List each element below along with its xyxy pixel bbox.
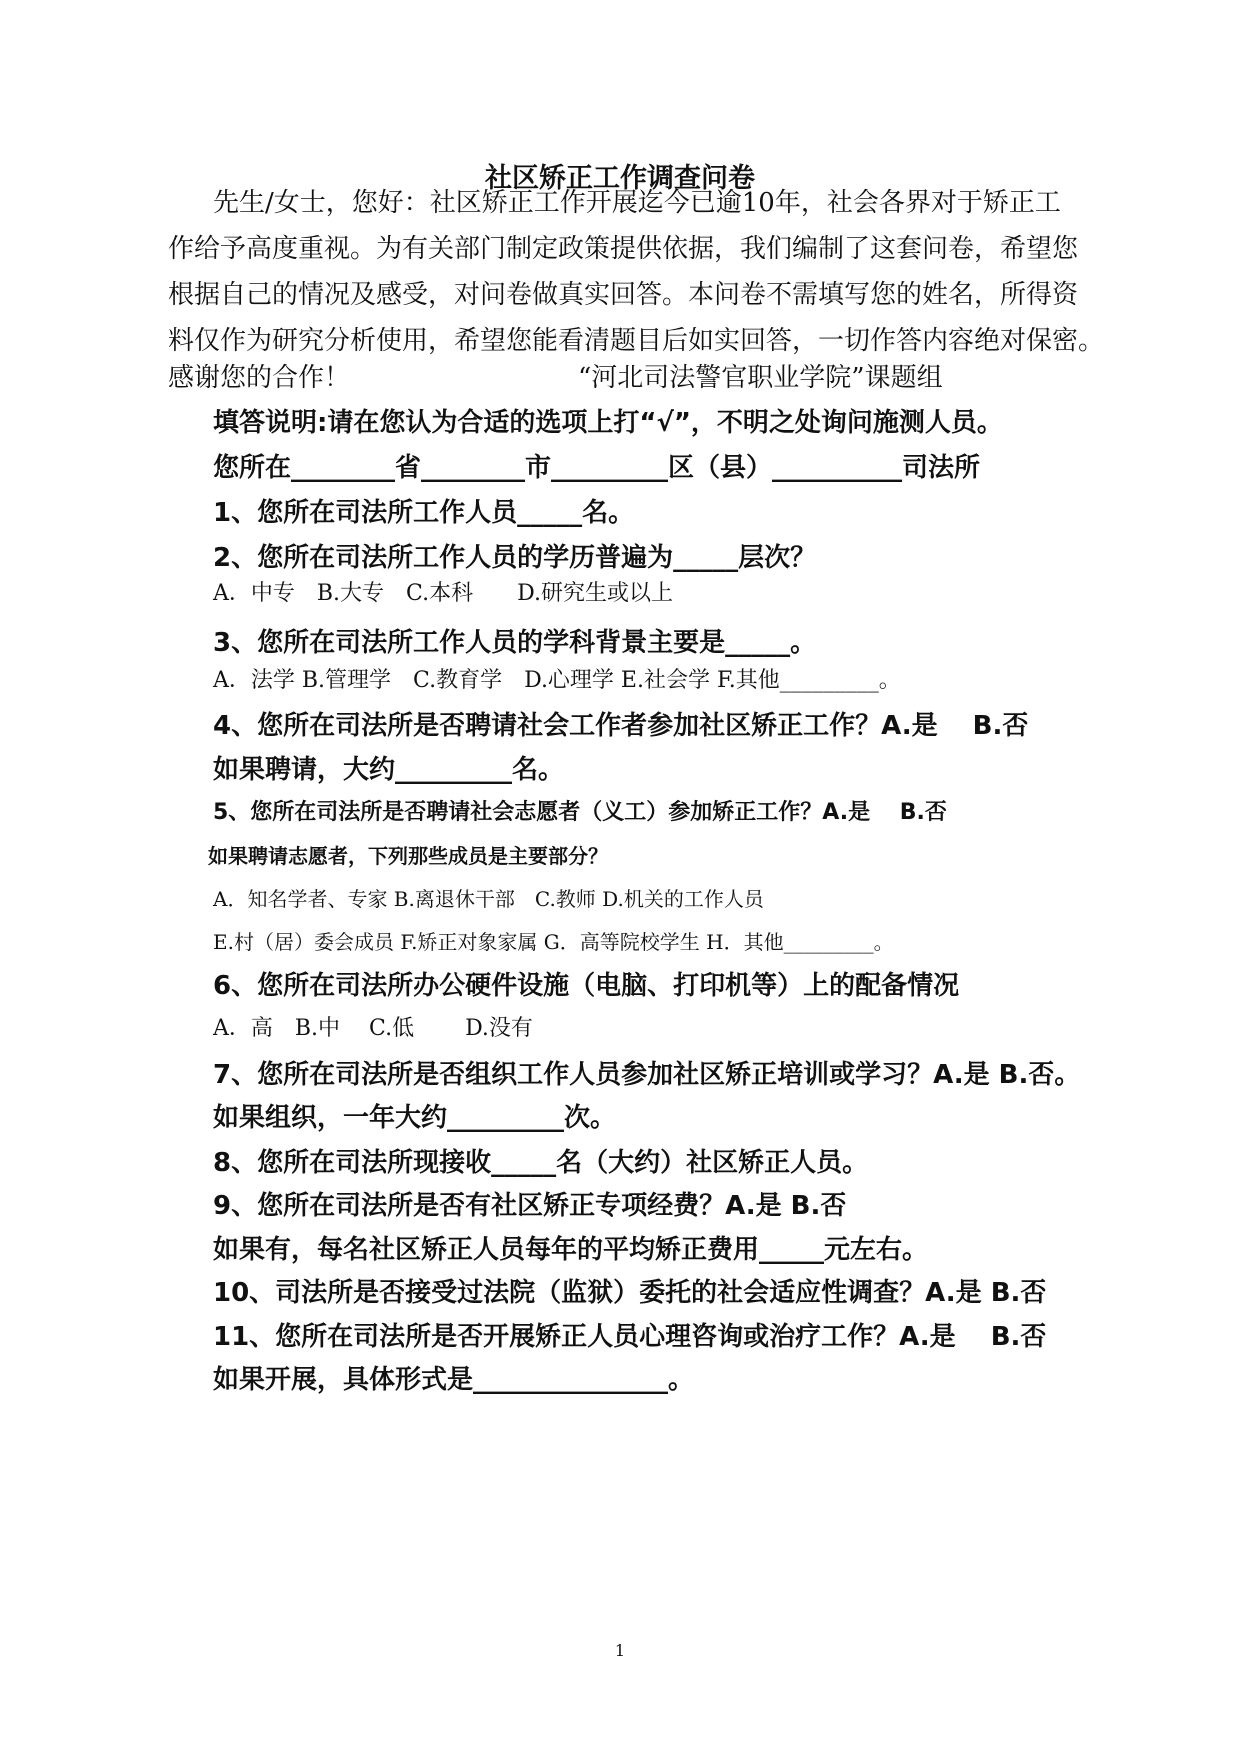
- question-5-options-b: E.村（居）委会成员 F.矫正对象家属 G．高等院校学生 H．其他_________。: [213, 930, 894, 954]
- question-6: 6、您所在司法所办公硬件设施（电脑、打印机等）上的配备情况: [213, 971, 960, 1001]
- question-9-followup: 如果有，每名社区矫正人员每年的平均矫正费用_____元左右。: [213, 1235, 929, 1265]
- question-2-options: A．中专 B.大专 C.本科 D.研究生或以上: [213, 581, 673, 606]
- question-4: 4、您所在司法所是否聘请社会工作者参加社区矫正工作？A.是 B.否: [213, 711, 1029, 741]
- question-11: 11、您所在司法所是否开展矫正人员心理咨询或治疗工作？A.是 B.否: [213, 1322, 1047, 1352]
- intro-line-5: 感谢您的合作！: [168, 363, 351, 393]
- intro-line-3: 根据自己的情况及感受，对问卷做真实回答。本问卷不需填写您的姓名，所得资: [168, 280, 1079, 310]
- question-11-followup: 如果开展，具体形式是_______________。: [213, 1365, 695, 1395]
- question-8: 8、您所在司法所现接收_____名（大约）社区矫正人员。: [213, 1148, 869, 1178]
- signature: “河北司法警官职业学院”课题组: [578, 363, 943, 393]
- question-4-followup: 如果聘请，大约_________名。: [213, 755, 565, 785]
- location-line: 您所在________省________市_________区（县）__________司法所: [213, 453, 981, 483]
- question-7: 7、您所在司法所是否组织工作人员参加社区矫正培训或学习？A.是 B.否。: [213, 1060, 1081, 1090]
- question-5-options-a: A．知名学者、专家 B.离退休干部 C.教师 D.机关的工作人员: [213, 887, 764, 911]
- question-5: 5、您所在司法所是否聘请社会志愿者（义工）参加矫正工作？A.是 B.否: [213, 800, 947, 825]
- question-9: 9、您所在司法所是否有社区矫正专项经费？A.是 B.否: [213, 1191, 847, 1221]
- question-3: 3、您所在司法所工作人员的学科背景主要是_____。: [213, 628, 817, 658]
- page-title: 社区矫正工作调查问卷: [485, 163, 755, 194]
- question-1: 1、您所在司法所工作人员_____名。: [213, 498, 635, 528]
- instructions: 填答说明:请在您认为合适的选项上打“√”，不明之处询问施测人员。: [213, 408, 1003, 438]
- question-5-followup: 如果聘请志愿者，下列那些成员是主要部分？: [208, 844, 608, 868]
- question-7-followup: 如果组织，一年大约_________次。: [213, 1103, 617, 1133]
- question-10: 10、司法所是否接受过法院（监狱）委托的社会适应性调查？A.是 B.否: [213, 1278, 1047, 1308]
- question-6-options: A．高 B.中 C.低 D.没有: [213, 1016, 533, 1041]
- question-3-options: A．法学 B.管理学 C.教育学 D.心理学 E.社会学 F.其他_________。: [213, 668, 901, 693]
- question-2: 2、您所在司法所工作人员的学历普遍为_____层次？: [213, 543, 817, 573]
- intro-line-2: 作给予高度重视。为有关部门制定政策提供依据，我们编制了这套问卷，希望您: [168, 234, 1079, 264]
- page-number: 1: [614, 1641, 626, 1660]
- intro-line-1: 先生/女士，您好：社区矫正工作开展迄今已逾10年，社会各界对于矫正工: [213, 188, 1061, 218]
- intro-line-4: 料仅作为研究分析使用，希望您能看清题目后如实回答，一切作答内容绝对保密。: [168, 326, 1105, 356]
